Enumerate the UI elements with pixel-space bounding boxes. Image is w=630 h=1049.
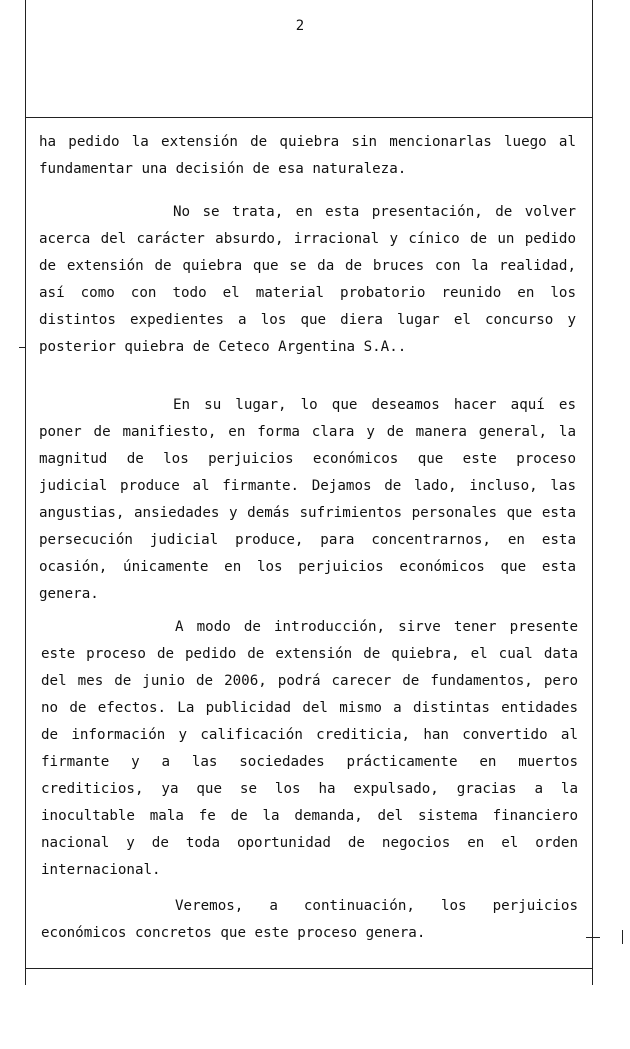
right-margin-line [592, 0, 593, 985]
paragraph-text: En su lugar, lo que deseamos hacer aquí es poner de manifiesto, en forma clara y de manera general, la magnitud de los perjuicios económicos que este proceso judicial produce al firmante. Dejamos de lado, incluso, las angustias, ansiedades y demás sufrimientos personales que esta persecución judicial produce, para concentrarnos, en esta ocasión, únicamente en los perjuicios económicos que esta genera. [39, 397, 576, 602]
paragraph-text: Veremos, a continuación, los perjuicios económicos concretos que este proceso genera. [41, 898, 578, 941]
paragraph-text: ha pedido la extensión de quiebra sin mencionarlas luego al fundamentar una decisión de esa naturaleza. [39, 134, 576, 177]
paragraph-continuation [39, 129, 576, 183]
header-rule [25, 117, 593, 118]
paragraph-conclusion [41, 893, 578, 947]
paragraph-purpose [39, 199, 576, 361]
paragraph-text: A modo de introducción, sirve tener presente este proceso de pedido de extensión de quiebra, el cual data del mes de junio de 2006, podrá carecer de fundamentos, pero no de efectos. La publicidad del mismo a distintas entidades de información y calificación crediticia, han convertido al firmante y a las sociedades prácticamente en muertos crediticios, ya que se los ha expulsado, gracias a la inocultable mala fe de la demanda, del sistema financiero nacional y de toda oportunidad de negocios en el orden internacional. [41, 619, 578, 878]
paragraph-economic-damages [39, 392, 576, 608]
right-margin-tick-vertical [622, 930, 623, 944]
footer-rule [25, 968, 593, 969]
page-number: 2 [295, 18, 305, 34]
left-margin-line [25, 0, 26, 985]
paragraph-text: No se trata, en esta presentación, de volver acerca del carácter absurdo, irracional y cínico de un pedido de extensión de quiebra que se da de bruces con la realidad, así como con todo el material probatorio reunido en los distintos expedientes a los que diera lugar el concurso y posterior quiebra de Ceteco Argentina S.A.. [39, 204, 576, 355]
right-margin-tick [586, 937, 600, 938]
paragraph-introduction [41, 614, 578, 884]
left-margin-tick [19, 347, 26, 348]
